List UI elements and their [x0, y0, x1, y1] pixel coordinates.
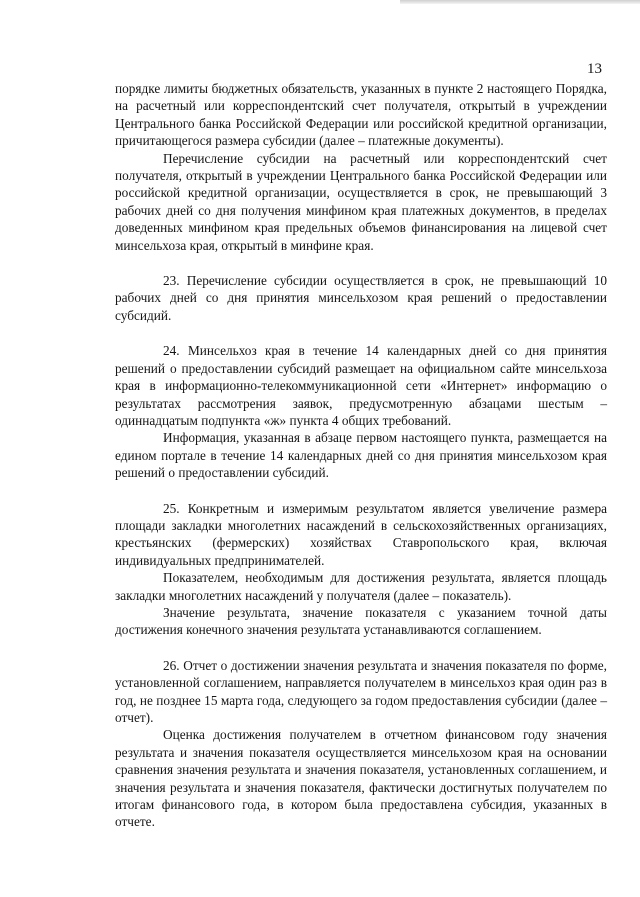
paragraph-item-26: 26. Отчет о достижении значения результата и значения показателя по форме, установленной соглашением, направляется получателем в минсельхоз края один раз в год, не позднее 15 марта года, следующего за годом предоставления субсидии (далее – отчет).: [115, 657, 607, 725]
paragraph-transfer: Перечисление субсидии на расчетный или корреспондентский счет получателя, открытый в учреждении Центрального банка Российской Федерации или российской кредитной организации, осуществляется в срок, не превышающий 3 рабочих дней со дня получения минфином края платежных документов, в пределах доведенных минфином края предельных объемов финансирования на лицевой счет минсельхоза края, открытый в минфине края.: [115, 150, 607, 253]
paragraph-item-26-assessment: Оценка достижения получателем в отчетном финансовом году значения результата и значения показателя осуществляется минсельхозом края на основании сравнения значения результата и значения показателя, установленных соглашением, и значения результата и значения показателя, фактически достигнутых получателем по итогам финансового года, в котором была предоставлена субсидия, указанных в отчете.: [115, 727, 607, 830]
paragraph-item-25: 25. Конкретным и измеримым результатом является увеличение размера площади закладки многолетних насаждений в сельскохозяйственных организациях, крестьянских (фермерских) хозяйствах Ставропольского края, включая индивидуальных предпринимателей.: [115, 500, 607, 568]
paragraph-item-23: 23. Перечисление субсидии осуществляется в срок, не превышающий 10 рабочих дней со дня принятия минсельхозом края решений о предоставлении субсидий.: [115, 273, 607, 323]
document-body: [115, 80, 607, 831]
page-number: 13: [587, 61, 602, 77]
paragraph-item-24: 24. Минсельхоз края в течение 14 календарных дней со дня принятия решений о предоставлении субсидий размещает на официальном сайте минсельхоза края в информационно-телекоммуникационной сети «Интернет» информацию о результатах рассмотрения заявок, предусмотренную абзацами шестым – одиннадцатым подпункта «ж» пункта 4 общих требований.: [115, 343, 607, 428]
paragraph-item-25-value: Значение результата, значение показателя с указанием точной даты достижения конечного значения результата устанавливаются соглашением.: [115, 604, 607, 638]
paragraph-item-24-info: Информация, указанная в абзаце первом настоящего пункта, размещается на едином портале в течение 14 календарных дней со дня принятия минсельхозом края решений о предоставлении субсидий.: [115, 430, 607, 481]
paragraph-item-25-indicator: Показателем, необходимым для достижения результата, является площадь закладки многолетних насаждений у получателя (далее – показатель).: [115, 570, 607, 603]
scan-edge-shadow: [400, 0, 640, 4]
paragraph-continuation: порядке лимиты бюджетных обязательств, указанных в пункте 2 настоящего Порядка, на расчетный или корреспондентский счет получателя, открытый в учреждении Центрального банка Российской Федерации или российской кредитной организации, причитающегося размера субсидии (далее – платежные документы).: [115, 81, 607, 149]
